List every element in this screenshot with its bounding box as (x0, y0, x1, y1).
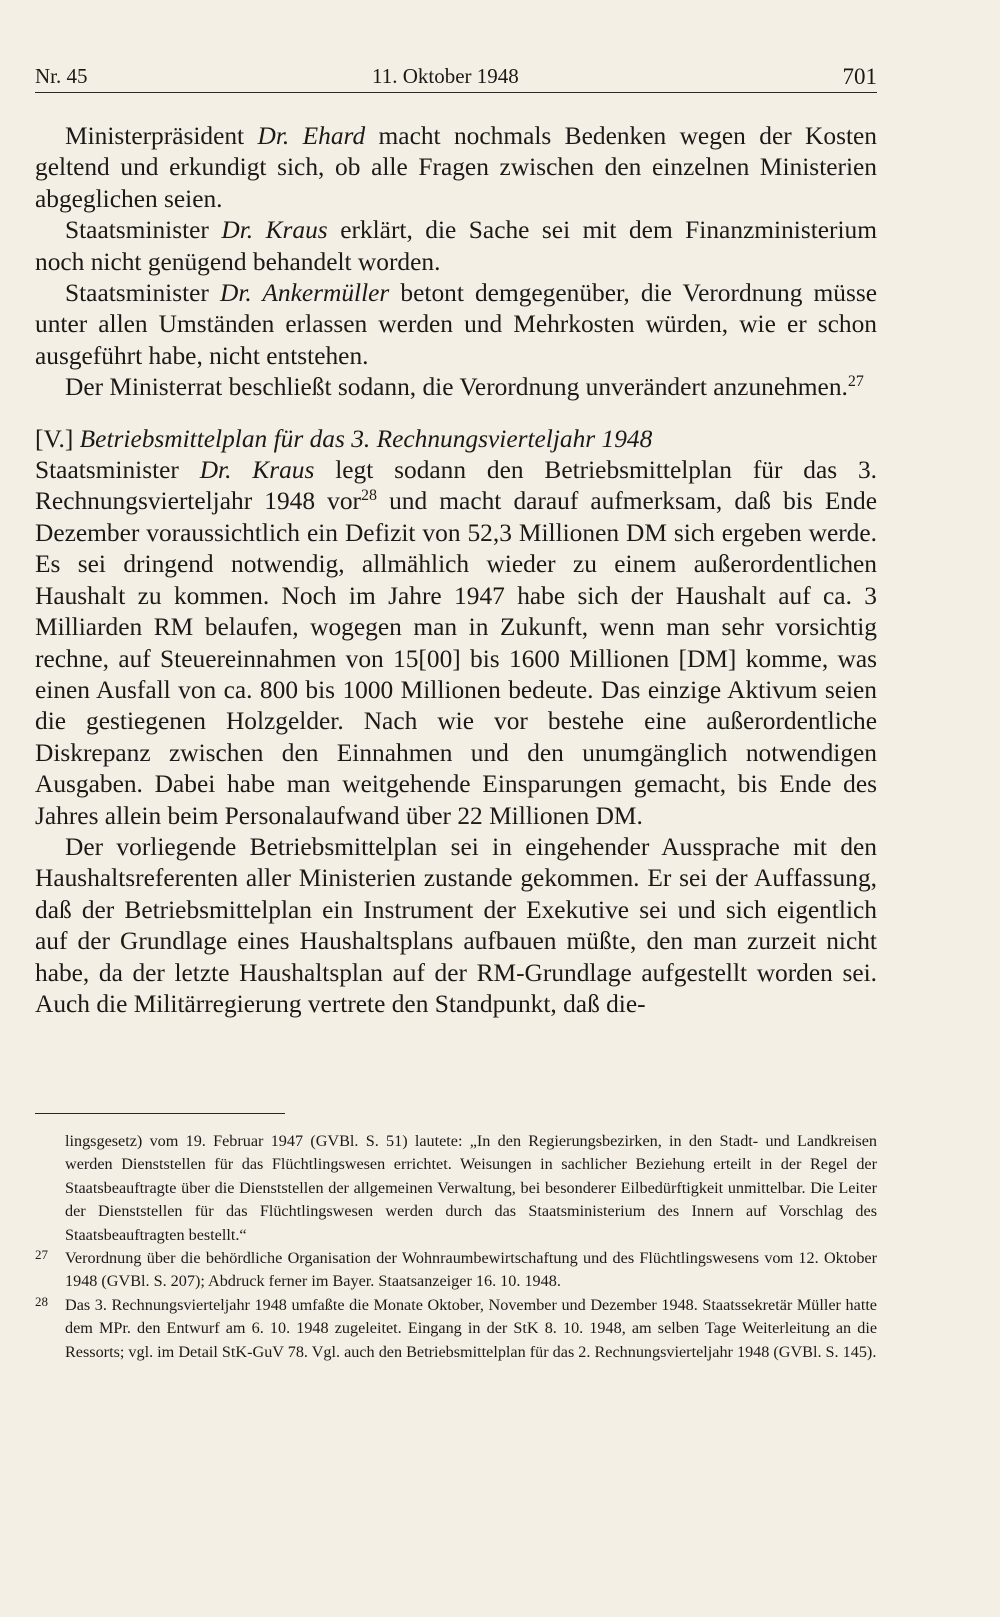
footnotes (35, 1130, 877, 1364)
footnote-number: 28 (35, 1293, 48, 1309)
paragraph-resolution (35, 372, 877, 403)
footnote-ref: 28 (361, 487, 377, 505)
footnote-28 (35, 1294, 877, 1364)
paragraph-betriebsmittelplan: Der vorliegende Betriebsmittelplan sei in eingehender Aussprache mit den Haushaltsreferenten aller Ministerien zustande gekommen. Er sei der Auffassung, daß der Betriebsmittelplan ein Instrument der Exekutive sei und sich eigentlich auf der Grundlage eines Haushaltsplans aufbauen müßte, den man zurzeit nicht habe, da der letzte Haushaltsplan auf der RM-Grundlage aufgestellt worden sei. Auch die Militärregierung vertrete den Standpunkt, daß die- (35, 832, 877, 1018)
text-span: Ministerpräsident (65, 122, 258, 150)
speaker-name: Dr. Ankermüller (219, 279, 390, 308)
footnote-ref: 27 (847, 373, 864, 391)
page-number: 701 (842, 64, 877, 89)
footnote-text: Verordnung über die behördliche Organisation der Wohnraumbewirtschaftung und des Flüchtlingswesens vom 12. Oktober 1948 (GVBl. S. 207); Abdruck ferner im Bayer. Staatsanzeiger 16. 10. 1948. (65, 1249, 877, 1291)
text-span: macht nochmals Bedenken wegen der Kosten geltend und erkundigt sich, ob alle Fragen zwischen den einzelnen Ministerien abgeglichen seien. (35, 122, 877, 213)
paragraph-ehard (35, 121, 877, 215)
text-span: Der Ministerrat beschließt sodann, die Verordnung unverändert anzunehmen. (65, 373, 848, 402)
text-span: legt sodann den Betriebsmittelplan für das 3. Rechnungsvierteljahr 1948 vor (35, 456, 877, 516)
paragraph-kraus-plan (35, 455, 877, 832)
section-title: Betriebsmittelplan für das 3. Rechnungsvierteljahr 1948 (79, 424, 653, 453)
footnote-text: Das 3. Rechnungsvierteljahr 1948 umfaßte die Monate Oktober, November und Dezember 1948. Staatssekretär Müller hatte dem MPr. den Entwurf am 6. 10. 1948 zugeleitet. Eingang in der StK 8. 10. 1948, am selben Tage Weiterleitung an die Ressorts; vgl. im Detail StK-GuV 78. Vgl. auch den Betriebsmittelplan für das 2. Rechnungsvierteljahr 1948 (GVBl. S. 145). (65, 1295, 877, 1361)
text-span: betont demgegenüber, die Verordnung müsse unter allen Umständen erlassen werden und Mehrkosten würden, wie er schon ausgeführt habe, nicht entstehen. (35, 279, 878, 370)
footnote-27 (35, 1247, 877, 1294)
issue-number: Nr. 45 (35, 64, 88, 88)
footnote-divider (35, 1113, 285, 1114)
text-span: und macht darauf aufmerksam, daß bis Ende Dezember voraussichtlich ein Defizit von 52,3 Millionen DM sich ergeben werde. Es sei dringend notwendig, allmählich wieder zu einem außerordentlichen Haushalt zu kommen. Noch im Jahre 1947 habe sich der Haushalt auf ca. 3 Milliarden RM belaufen, wogegen man in Zukunft, wenn man sehr vorsichtig rechne, auf Steuereinnahmen von 15[00] bis 1600 Millionen [DM] komme, was einen Ausfall von ca. 800 bis 1000 Millionen bedeute. Das einzige Aktivum seien die gestiegenen Holzgelder. Nach wie vor bestehe eine außerordentliche Diskrepanz zwischen den Einnahmen und den unumgänglich notwendigen Ausgaben. Dabei habe man weitgehende Einsparungen gemacht, bis Ende des Jahres allein beim Personalaufwand über 22 Millionen DM. (35, 487, 877, 830)
text-span: Staatsminister (65, 216, 222, 245)
text-span: erklärt, die Sache sei mit dem Finanzministerium noch nicht genügend behandelt worden. (35, 216, 877, 276)
running-header (35, 60, 877, 93)
speaker-name: Dr. Kraus (221, 216, 328, 245)
text-span: Staatsminister (35, 456, 200, 485)
main-text (35, 121, 877, 1020)
section-number: [V.] (35, 424, 80, 453)
footnote-number: 27 (35, 1247, 48, 1263)
footnote-continued: lingsgesetz) vom 19. Februar 1947 (GVBl. S. 51) lautete: „In den Regierungsbezirken, in den Stadt- und Landkreisen werden Dienststellen für das Flüchtlingswesen errichtet. Weisungen in sachlicher Beziehung erteilt in der Regel der Staatsbeauftragte über die Dienststellen der allgemeinen Verwaltung, bei besonderer Eilbedürftigkeit unmittelbar. Die Leiter der Dienststellen für das Flüchtlingswesen werden durch das Staatsministerium des Innern auf Vorschlag des Staatsbeauftragten bestellt.“ (65, 1132, 877, 1244)
paragraph-ankermueller (35, 278, 877, 372)
header-date: 11. Oktober 1948 (372, 64, 519, 88)
paragraph-kraus (35, 215, 877, 278)
text-span: Staatsminister (65, 279, 220, 308)
speaker-name: Dr. Ehard (257, 122, 366, 150)
section-heading (35, 424, 877, 455)
speaker-name: Dr. Kraus (199, 456, 315, 485)
